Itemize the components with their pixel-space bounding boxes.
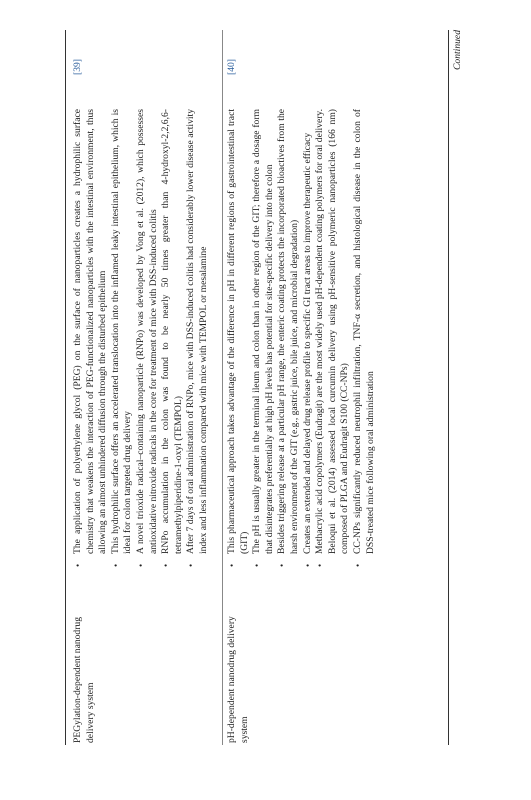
- table-row: [72, 30, 222, 745]
- list-item: • Methacrylic acid copolymers (Eudragit) are the most widely used pH-dependent coating polymers for oral delivery. Beloqui et al. (2014) assessed local curcumin delivery using pH-sensitive polymeric nanoparticles (166 nm) composed of PLGA and Eudragit S100 (CC-NPs): [314, 109, 352, 567]
- system-name-cell: PEGylation-dependent nanodrug delivery system: [72, 616, 96, 743]
- reference-link[interactable]: [40]: [226, 59, 237, 75]
- table-row: [226, 30, 440, 745]
- list-item: • RNPo accumulation in the colon was found to be nearly 50 times greater than 4-hydroxyl-2,2,6,6-tetramethylpiperidine-1-oxyl (TEMPOL): [160, 109, 185, 567]
- continued-label: Continued: [452, 30, 463, 70]
- delivery-systems-table: [65, 30, 449, 745]
- list-item: • This pharmaceutical approach takes advantage of the difference in pH in different regions of gastrointestinal tract (GIT): [226, 109, 251, 567]
- description-list: [72, 109, 211, 567]
- list-item: • Creates an extended and delayed drug release profile to specific GI tract areas to improve therapeutic efficacy: [302, 109, 315, 567]
- list-item: • The application of polyethylene glycol (PEG) on the surface of nanoparticles creates a hydrophilic surface chemistry that weakens the interaction of PEG-functionalized nanoparticles with the intestinal environment, thus allowing an almost unhindered diffusion through the disturbed epithelium: [72, 109, 110, 567]
- list-item: • This hydrophilic surface offers an accelerated translocation into the inflamed leaky intestinal epithelium, which is ideal for colon targeted drug delivery: [110, 109, 135, 567]
- list-item: • CC-NPs significantly reduced neutrophil infiltration, TNF-α secretion, and histological disease in the colon of DSS-treated mice following oral administration: [352, 109, 377, 567]
- list-item: • Besides triggering release at a particular pH range, the enteric coating protects the incorporated bioactives from the harsh environment of the GIT (e.g., gastric juice, bile juice, and microbial degradation): [276, 109, 301, 567]
- description-list: [226, 109, 377, 567]
- reference-link[interactable]: [39]: [72, 59, 83, 75]
- list-item: • The pH is usually greater in the terminal ileum and colon than in other region of the GIT; therefore a dosage form that disintegrates preferentially at high pH levels has potential for site-specific delivery into the colon: [251, 109, 276, 567]
- list-item: • A novel trioxide radical–containing nanoparticle (RNPo) was developed by Vong et al. (2012), which possesses antioxidative nitroxide radicals in the core for treatment of mice with DSS-induced colitis: [135, 109, 160, 567]
- system-name-cell: pH-dependent nanodrug delivery system: [226, 616, 250, 743]
- row-divider: [222, 30, 223, 745]
- list-item: • After 7 days of oral administration of RNPo, mice with DSS-induced colitis had considerably lower disease activity index and less inflammation compared with mice with TEMPOL or mesalamine: [185, 109, 210, 567]
